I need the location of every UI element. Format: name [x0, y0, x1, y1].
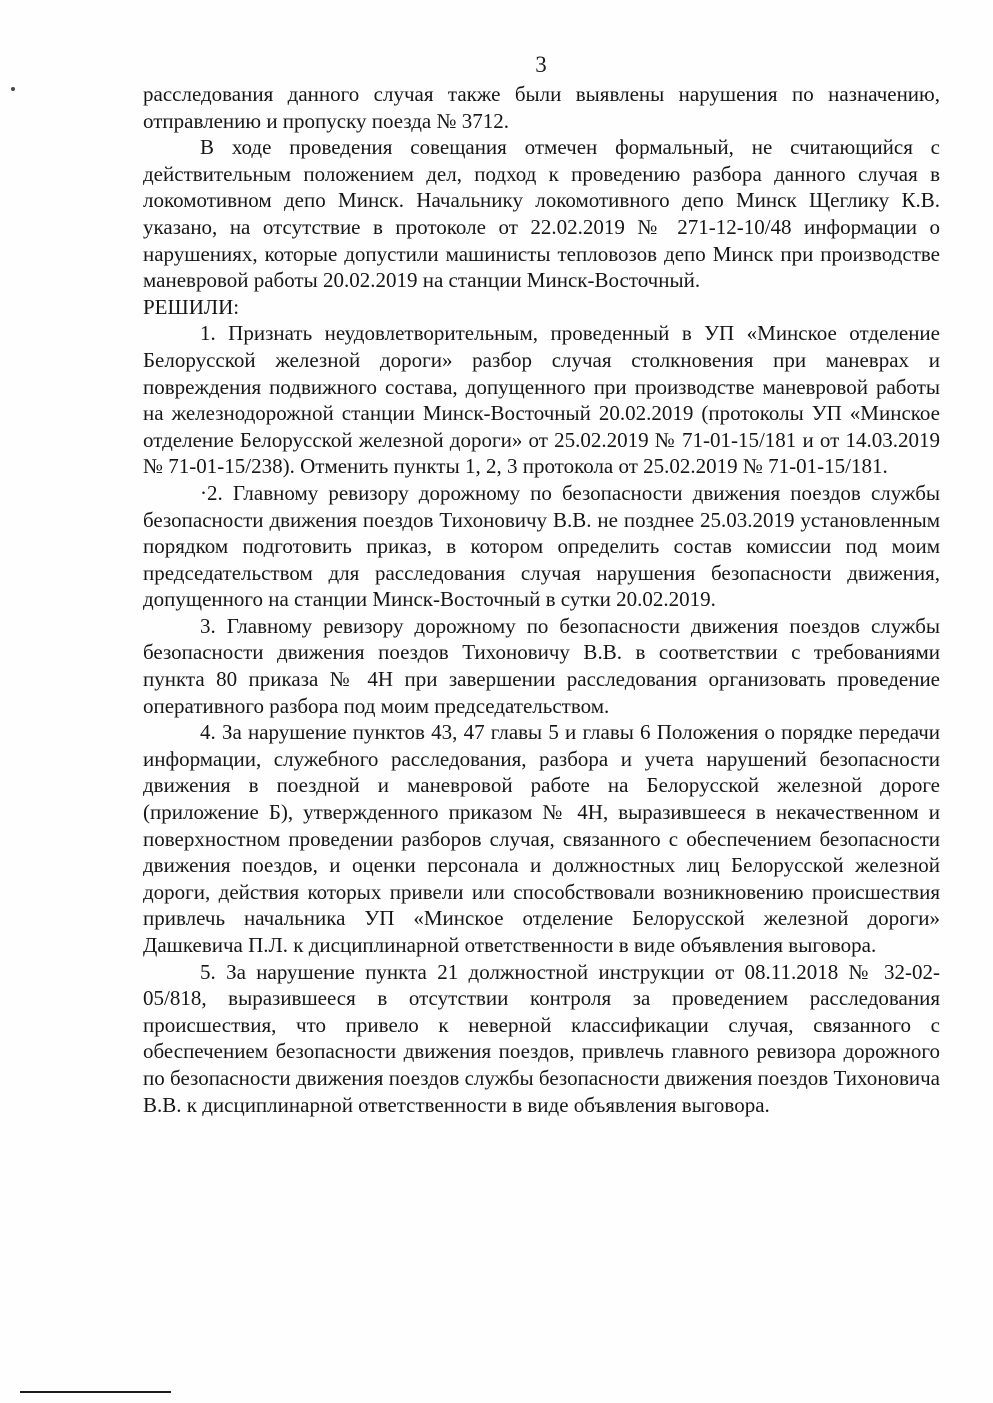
resolution-item-2: ·2. Главному ревизору дорожному по безопасности движения поездов службы безопасности движения поездов Тихоновичу В.В. не позднее 25.03.2019 установленным порядком подготовить приказ, в котором определить состав комиссии под моим председательством для расследования случая нарушения безопасности движения, допущенного на станции Минск-Восточный в сутки 20.02.2019.: [143, 480, 940, 612]
scan-artifact-dot: [11, 87, 15, 91]
page-number: 3: [535, 52, 548, 77]
paragraph-continuation: расследования данного случая также были выявлены нарушения по назначению, отправлению и пропуску поезда № 3712.: [143, 82, 940, 133]
resolution-item-3: 3. Главному ревизору дорожному по безопасности движения поездов службы безопасности движения поездов Тихоновичу В.В. в соответствии с требованиями пункта 80 приказа № 4Н при завершении расследования организовать проведение оперативного разбора под моим председательством.: [143, 613, 940, 718]
paragraph-meeting-summary: В ходе проведения совещания отмечен формальный, не считающийся с действительным положением дел, подход к проведению разбора данного случая в локомотивном депо Минск. Начальнику локомотивного депо Минск Щеглику К.В. указано, на отсутствие в протоколе от 22.02.2019 № 271-12-10/48 информации о нарушениях, которые допустили машинисты тепловозов депо Минск при производстве маневровой работы 20.02.2019 на станции Минск-Восточный.: [143, 135, 940, 293]
resolution-item-1: 1. Признать неудовлетворительным, проведенный в УП «Минское отделение Белорусской железной дороги» разбор случая столкновения при маневрах и повреждения подвижного состава, допущенного при производстве маневровой работы на железнодорожной станции Минск-Восточный 20.02.2019 (протоколы УП «Минское отделение Белорусской железной дороги» от 25.02.2019 № 71-01-15/181 и от 14.03.2019 № 71-01-15/238). Отменить пункты 1, 2, 3 протокола от 25.02.2019 № 71-01-15/181.: [143, 321, 940, 479]
decided-heading: РЕШИЛИ:: [143, 294, 240, 319]
footer-separator-line: [20, 1391, 171, 1393]
document-body: [143, 81, 940, 1118]
resolution-item-4: 4. За нарушение пунктов 43, 47 главы 5 и главы 6 Положения о порядке передачи информации, служебного расследования, разбора и учета нарушений безопасности движения в поездной и маневровой работе на Белорусской железной дороге (приложение Б), утвержденного приказом № 4Н, выразившееся в некачественном и поверхностном проведении разборов случая, связанного с обеспечением безопасности движения поездов, и оценки персонала и должностных лиц Белорусской железной дороги, действия которых привели или способствовали возникновению происшествия привлечь начальника УП «Минское отделение Белорусской железной дороги» Дашкевича П.Л. к дисциплинарной ответственности в виде объявления выговора.: [143, 720, 940, 957]
resolution-item-5: 5. За нарушение пункта 21 должностной инструкции от 08.11.2018 № 32-02-05/818, выразившееся в отсутствии контроля за проведением расследования происшествия, что привело к неверной классификации случая, связанного с обеспечением безопасности движения поездов, привлечь главного ревизора дорожного по безопасности движения поездов службы безопасности движения поездов Тихоновича В.В. к дисциплинарной ответственности в виде объявления выговора.: [143, 959, 940, 1117]
